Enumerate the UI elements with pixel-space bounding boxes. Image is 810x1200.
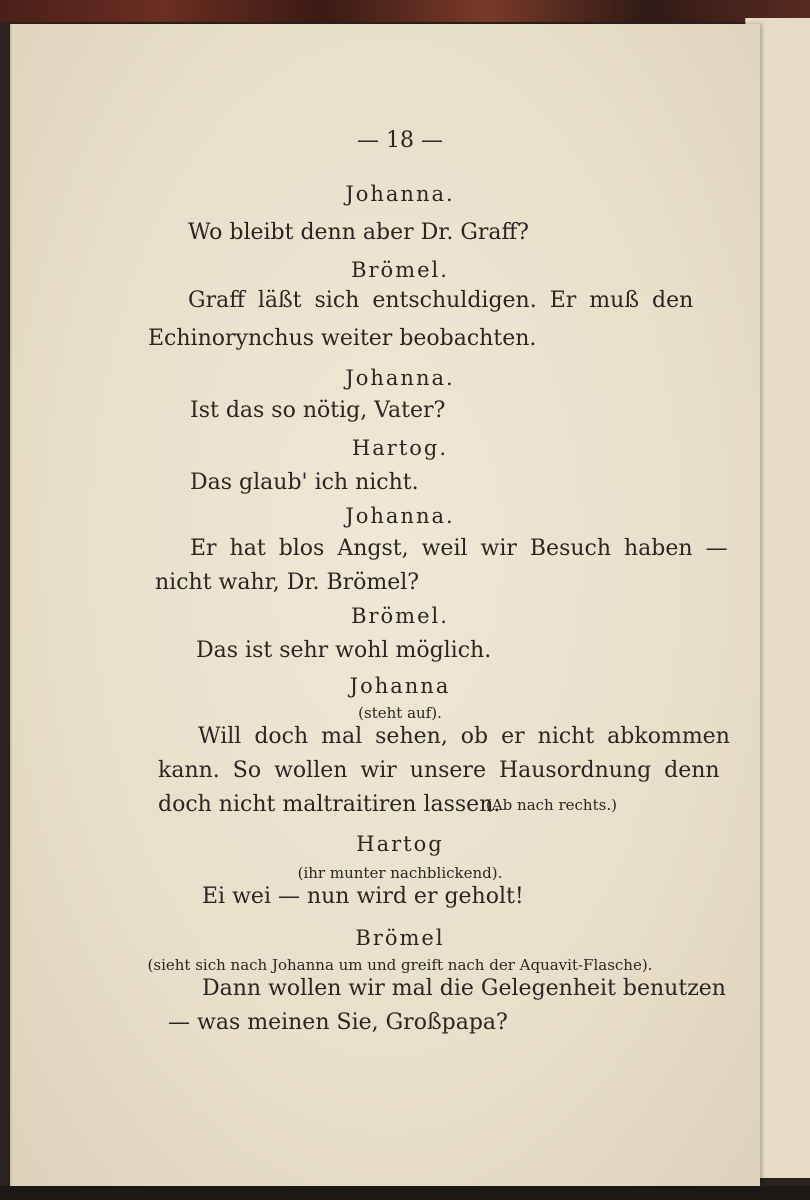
page-number: — 18 — — [357, 128, 443, 153]
speaker-name: Brömel. — [351, 258, 449, 282]
dialogue-line: Ei wei — nun wird er geholt! — [202, 884, 524, 909]
dialogue-line: Graff läßt sich entschuldigen. Er muß den — [188, 288, 694, 313]
book-cover-edge — [0, 0, 810, 22]
speaker-name: Johanna. — [345, 366, 455, 390]
dialogue-line: Das ist sehr wohl möglich. — [196, 638, 492, 663]
dialogue-line: Ist das so nötig, Vater? — [190, 398, 446, 423]
speaker-name: Johanna — [349, 674, 451, 698]
dialogue-line: Er hat blos Angst, weil wir Besuch haben — — [190, 536, 728, 561]
bottom-shadow — [0, 1186, 810, 1200]
dialogue-line: Wo bleibt denn aber Dr. Graff? — [188, 220, 529, 245]
dialogue-line: Dann wollen wir mal die Gelegenheit benutzen — [202, 976, 726, 1001]
dialogue-line: Echinorynchus weiter beobachten. — [148, 326, 537, 351]
dialogue-line: nicht wahr, Dr. Brömel? — [155, 570, 420, 595]
speaker-name: Hartog. — [351, 436, 449, 460]
stage-direction: (steht auf). — [358, 704, 442, 722]
stage-direction: (sieht sich nach Johanna um und greift nach der Aquavit-Flasche). — [147, 956, 653, 974]
dialogue-line: doch nicht maltraitiren lassen. — [158, 792, 501, 817]
speaker-name: Brömel — [355, 926, 445, 950]
dialogue-line: Das glaub' ich nicht. — [190, 470, 419, 495]
dialogue-line: kann. So wollen wir unsere Hausordnung denn — [158, 758, 720, 783]
dialogue-line: Will doch mal sehen, ob er nicht abkommen — [198, 724, 730, 749]
speaker-name: Johanna. — [345, 182, 455, 206]
stage-direction: (ihr munter nachblickend). — [297, 864, 503, 882]
stage-direction-inline: (Ab nach rechts.) — [486, 796, 617, 814]
speaker-name: Brömel. — [351, 604, 449, 628]
speaker-name: Hartog — [356, 832, 444, 856]
speaker-name: Johanna. — [345, 504, 455, 528]
dialogue-line: — was meinen Sie, Großpapa? — [168, 1010, 508, 1035]
